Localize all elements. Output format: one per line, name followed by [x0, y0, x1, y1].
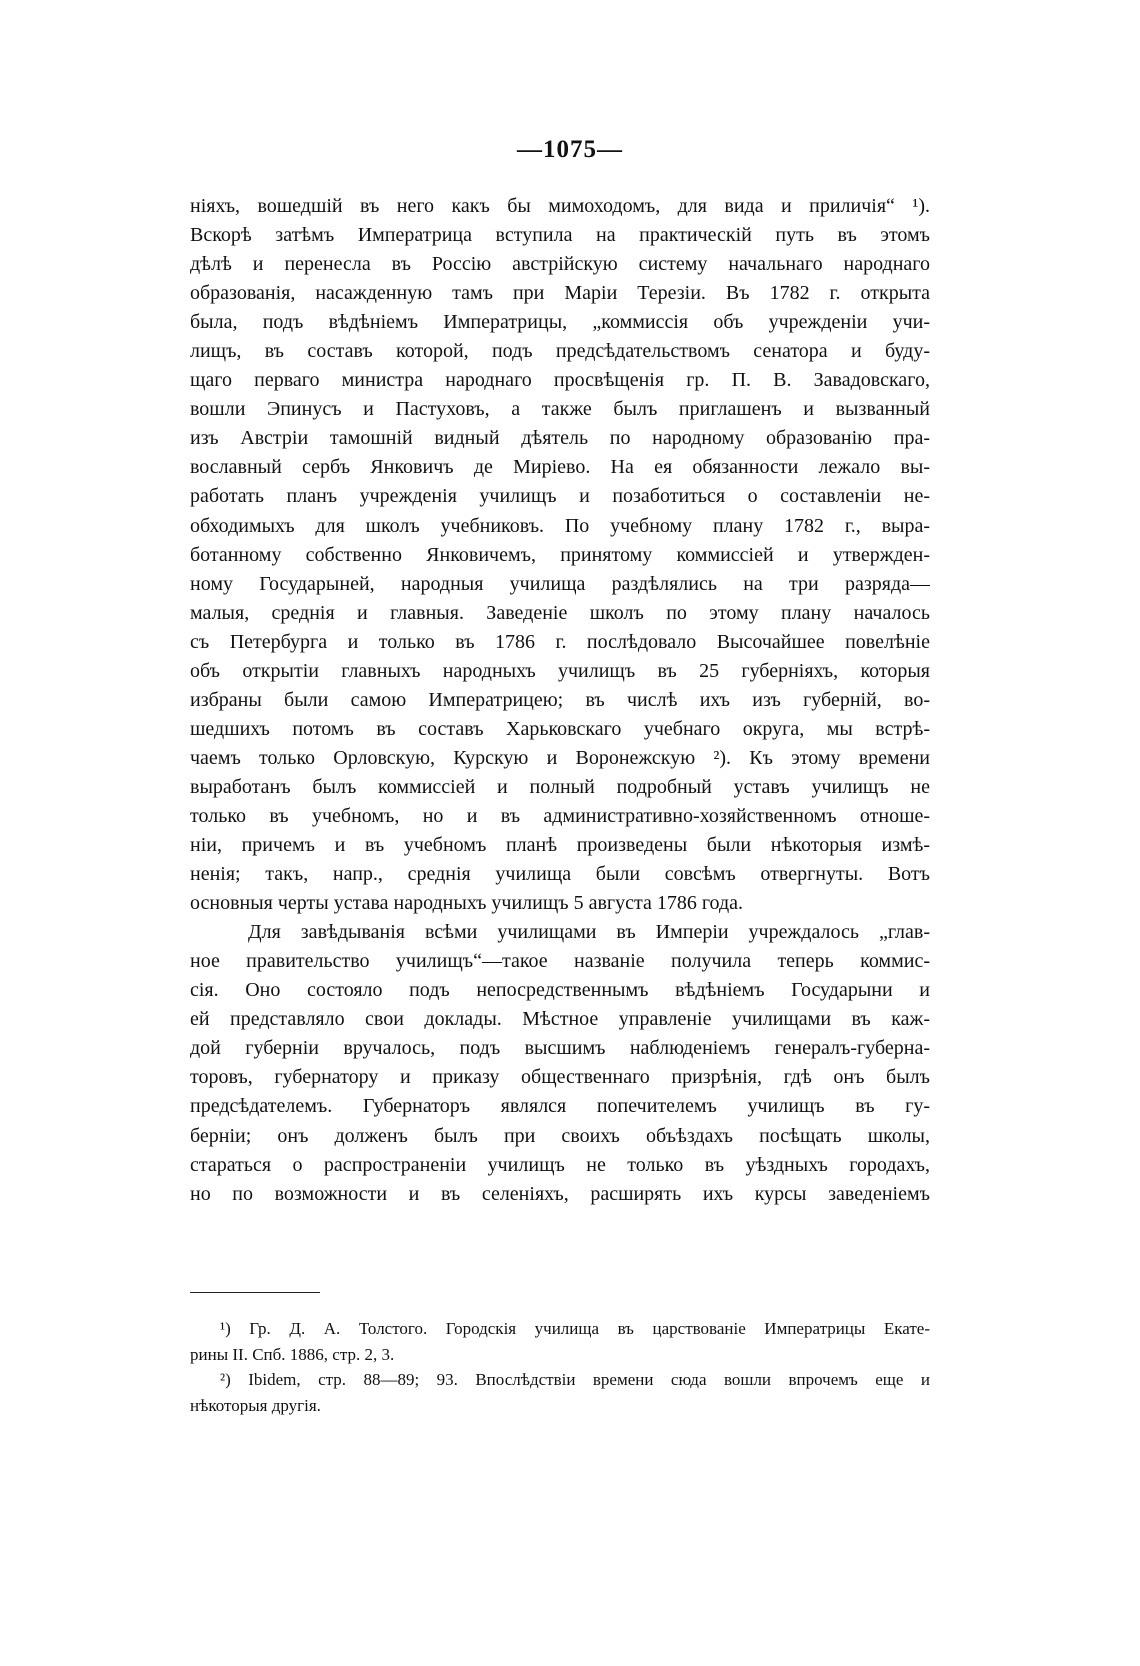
text-line: ное правительство училищъ“—такое названіе получила теперь коммис-	[190, 950, 930, 973]
text-line: щаго перваго министра народнаго просвѣщенія гр. П. В. Завадовскаго,	[190, 369, 930, 392]
text-line: дѣлѣ и перенесла въ Россію австрійскую систему начальнаго народнаго	[190, 253, 930, 276]
text-line: объ открытіи главныхъ народныхъ училищъ въ 25 губерніяхъ, которыя	[190, 659, 930, 682]
text-line: основныя черты устава народныхъ училищъ 5 августа 1786 года.	[190, 892, 744, 915]
text-line: торовъ, губернатору и приказу общественнаго призрѣнія, гдѣ онъ былъ	[190, 1066, 930, 1089]
text-line: лищъ, въ составъ которой, подъ предсѣдательствомъ сенатора и буду-	[190, 340, 930, 363]
text-line: образованія, насажденную тамъ при Маріи Терезіи. Въ 1782 г. открыта	[190, 282, 930, 305]
text-line: изъ Австріи тамошній видный дѣятель по народному образованію пра-	[190, 427, 930, 450]
text-line: была, подъ вѣдѣніемъ Императрицы, „коммиссія объ учрежденіи учи-	[190, 311, 930, 334]
text-line: но по возможности и въ селеніяхъ, расширять ихъ курсы заведеніемъ	[190, 1182, 930, 1205]
text-line: выработанъ былъ коммиссіей и полный подробный уставъ училищъ не	[190, 775, 930, 798]
footnote-line: рины II. Спб. 1886, стр. 2, 3.	[190, 1344, 395, 1364]
text-line: предсѣдателемъ. Губернаторъ являлся попечителемъ училищъ въ гу-	[190, 1095, 930, 1118]
text-line: работать планъ учрежденія училищъ и позаботиться о составленіи не-	[190, 485, 930, 508]
text-line: ніи, причемъ и въ учебномъ планѣ произведены были нѣкоторыя измѣ-	[190, 834, 930, 857]
text-line: ей представляло свои доклады. Мѣстное управленіе училищами въ каж-	[190, 1008, 930, 1031]
footnotes	[190, 1316, 930, 1418]
text-line: ботанному собственно Янковичемъ, принятому коммиссіей и утвержден-	[190, 543, 930, 566]
text-line: сія. Оно состояло подъ непосредственнымъ вѣдѣніемъ Государыни и	[190, 979, 930, 1002]
footnote-line: нѣкоторыя другія.	[190, 1395, 321, 1415]
page-number: —1075—	[517, 136, 623, 163]
text-line: ненія; такъ, напр., среднія училища были совсѣмъ отвергнуты. Вотъ	[190, 863, 930, 886]
text-line: Вскорѣ затѣмъ Императрица вступила на практическій путь въ этомъ	[190, 224, 930, 247]
footnote-divider	[190, 1292, 320, 1293]
footnote-line: ²) Ibidem, стр. 88—89; 93. Впослѣдствіи времени сюда вошли впрочемъ еще и	[220, 1370, 930, 1390]
text-line: дой губерніи вручалось, подъ высшимъ наблюденіемъ генералъ-губерна-	[190, 1037, 930, 1060]
text-line: берніи; онъ долженъ былъ при своихъ объѣздахъ посѣщать школы,	[190, 1124, 930, 1147]
text-line: малыя, среднія и главныя. Заведеніе школъ по этому плану началось	[190, 601, 930, 624]
text-line: вославный сербъ Янковичъ де Миріево. На ея обязанности лежало вы-	[190, 456, 930, 479]
text-line: чаемъ только Орловскую, Курскую и Воронежскую ²). Къ этому времени	[190, 746, 930, 769]
text-line: вошли Эпинусъ и Пастуховъ, а также былъ приглашенъ и вызванный	[190, 398, 930, 421]
text-line: только въ учебномъ, но и въ административно-хозяйственномъ отноше-	[190, 804, 930, 827]
text-line: Для завѣдыванія всѣми училищами въ Имперіи учреждалось „глав-	[248, 921, 930, 944]
text-line: избраны были самою Императрицею; въ числѣ ихъ изъ губерній, во-	[190, 688, 930, 711]
footnote-line: ¹) Гр. Д. А. Толстого. Городскія училища въ царствованіе Императрицы Екате-	[220, 1319, 930, 1338]
text-line: ніяхъ, вошедшій въ него какъ бы мимоходомъ, для вида и приличія“ ¹).	[190, 195, 930, 217]
text-line: ному Государыней, народныя училища раздѣлялись на три разряда—	[190, 572, 930, 595]
text-line: стараться о распространеніи училищъ не только въ уѣздныхъ городахъ,	[190, 1153, 930, 1176]
text-line: обходимыхъ для школъ учебниковъ. По учебному плану 1782 г., выра-	[190, 514, 930, 537]
text-line: шедшихъ потомъ въ составъ Харьковскаго учебнаго округа, мы встрѣ-	[190, 717, 930, 740]
text-line: съ Петербурга и только въ 1786 г. послѣдовало Высочайшее повелѣніе	[190, 630, 930, 653]
body-text	[190, 192, 930, 1209]
